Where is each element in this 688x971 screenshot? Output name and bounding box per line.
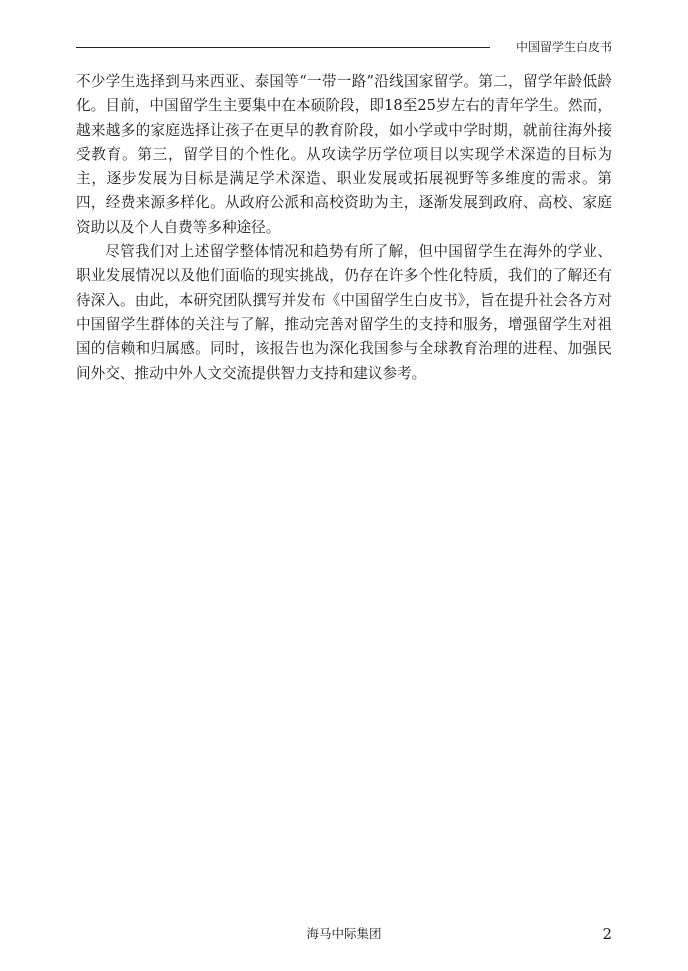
paragraph: 尽管我们对上述留学整体情况和趋势有所了解，但中国留学生在海外的学业、职业发展情况以及他们面临的现实挑战，仍存在许多个性化特质，我们的了解还有待深入。由此，本研究团队撰写并发布《中国留学生白皮书》，旨在提升社会各方对中国留学生群体的关注与了解，推动完善对留学生的支持和服务，增强留学生对祖国的信赖和归属感。同时，该报告也为深化我国参与全球教育治理的进程、加强民间外交、推动中外人文交流提供智力支持和建议参考。 (76, 243, 612, 382)
page-header (76, 38, 612, 58)
footer-organization: 海马中际集团 (306, 926, 382, 941)
header-rule (76, 47, 490, 48)
document-body (76, 70, 612, 386)
running-title: 中国留学生白皮书 (515, 40, 612, 54)
page-number: 2 (602, 925, 612, 943)
paragraph-continuation: 不少学生选择到马来西亚、泰国等“一带一路”沿线国家留学。第二，留学年龄低龄化。目前，中国留学生主要集中在本硕阶段，即18至25岁左右的青年学生。然而，越来越多的家庭选择让孩子在更早的教育阶段，如小学或中学时期，就前往海外接受教育。第三，留学目的个性化。从攻读学历学位项目以实现学术深造的目标为主，逐步发展为目标是满足学术深造、职业发展或拓展视野等多维度的需求。第四，经费来源多样化。从政府公派和高校资助为主，逐渐发展到政府、高校、家庭资助以及个人自费等多种途径。 (76, 73, 612, 236)
